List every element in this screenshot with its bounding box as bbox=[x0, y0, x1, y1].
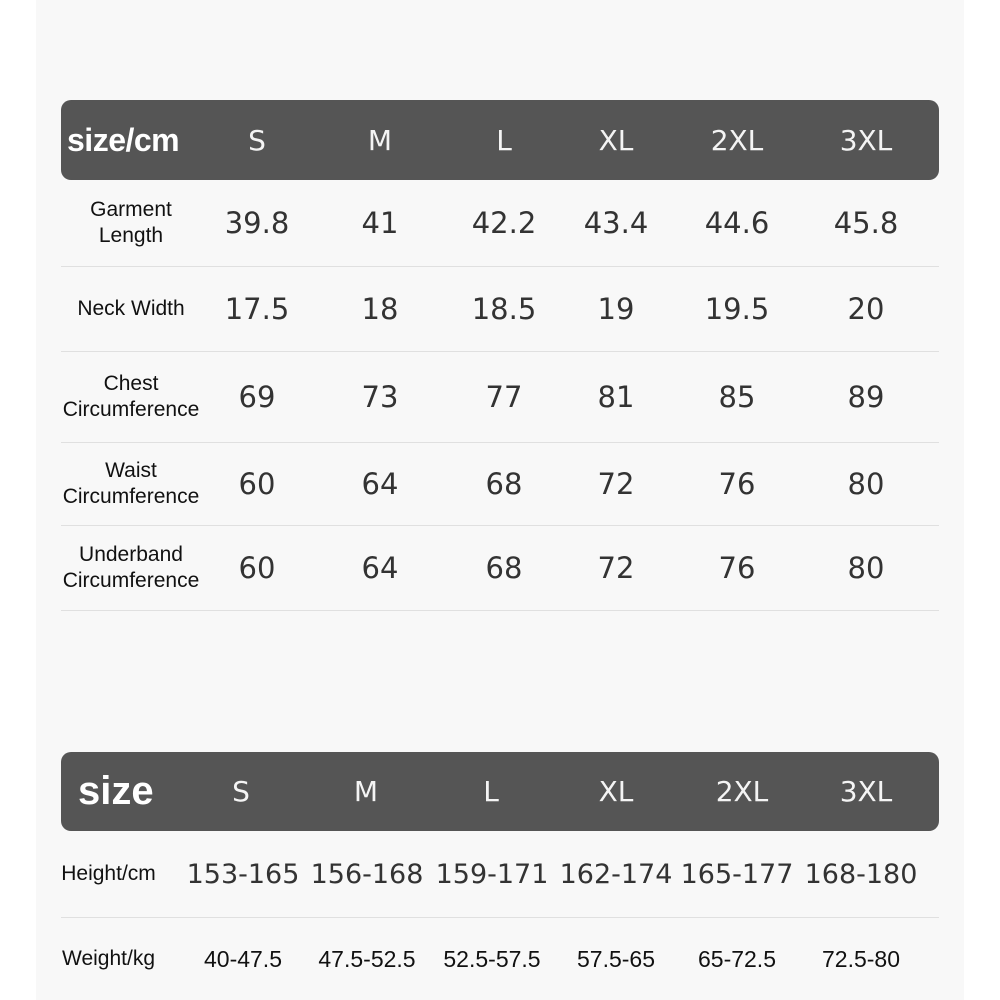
table-cell: 68 bbox=[485, 467, 523, 501]
size-3xl: 3XL bbox=[839, 775, 893, 808]
table-cell: 18.5 bbox=[471, 292, 537, 326]
table-cell: 81 bbox=[597, 380, 635, 414]
table-cell: 64 bbox=[361, 467, 399, 501]
size-2xl: 2XL bbox=[710, 123, 764, 157]
table-cell: 64 bbox=[361, 551, 399, 585]
table-cell: 44.6 bbox=[704, 206, 770, 240]
table-cell: 85 bbox=[718, 380, 756, 414]
table-cell: 60 bbox=[238, 551, 276, 585]
table-cell: 80 bbox=[847, 551, 885, 585]
table-cell: 20 bbox=[847, 292, 885, 326]
table-cell: 165-177 bbox=[680, 858, 794, 890]
table-row bbox=[61, 918, 939, 1000]
table-cell: 41 bbox=[361, 206, 399, 240]
size-3xl: 3XL bbox=[839, 123, 893, 157]
size-l: L bbox=[496, 123, 512, 157]
table-cell: 52.5-57.5 bbox=[443, 945, 541, 972]
table-cell: 168-180 bbox=[804, 858, 918, 890]
row-label: Weight/kg bbox=[62, 947, 155, 970]
header-label: size bbox=[78, 769, 154, 813]
table-cell: 45.8 bbox=[833, 206, 899, 240]
table-row bbox=[61, 443, 939, 526]
table-row bbox=[61, 180, 939, 267]
table-cell: 156-168 bbox=[310, 858, 424, 890]
size-chart-measurements bbox=[61, 100, 939, 611]
table-cell: 18 bbox=[361, 292, 399, 326]
header-label: size/cm bbox=[67, 121, 180, 158]
table-cell: 80 bbox=[847, 467, 885, 501]
table-cell: 39.8 bbox=[224, 206, 290, 240]
table-cell: 17.5 bbox=[224, 292, 290, 326]
table-cell: 47.5-52.5 bbox=[318, 945, 416, 972]
row-label: Chest Circumference bbox=[62, 372, 200, 421]
table-cell: 40-47.5 bbox=[203, 945, 282, 972]
table-cell: 76 bbox=[718, 551, 756, 585]
table-cell: 65-72.5 bbox=[697, 945, 776, 972]
table-row bbox=[61, 526, 939, 611]
table-cell: 57.5-65 bbox=[576, 945, 655, 972]
table-cell: 72.5-80 bbox=[821, 945, 900, 972]
table-cell: 89 bbox=[847, 380, 885, 414]
table-row bbox=[61, 831, 939, 918]
table-cell: 42.2 bbox=[471, 206, 537, 240]
table-cell: 69 bbox=[238, 380, 276, 414]
size-s: S bbox=[248, 123, 266, 157]
table-cell: 72 bbox=[597, 551, 635, 585]
table-cell: 19 bbox=[597, 292, 635, 326]
size-header-row bbox=[61, 100, 939, 180]
size-chart-body bbox=[61, 752, 939, 1000]
size-xl: XL bbox=[598, 123, 634, 157]
table-cell: 60 bbox=[238, 467, 276, 501]
table-cell: 72 bbox=[597, 467, 635, 501]
size-l: L bbox=[483, 775, 499, 808]
table-cell: 76 bbox=[718, 467, 756, 501]
table-row bbox=[61, 267, 939, 352]
table-row bbox=[61, 352, 939, 443]
table-cell: 73 bbox=[361, 380, 399, 414]
size-2xl: 2XL bbox=[715, 775, 769, 808]
row-label: Height/cm bbox=[61, 862, 156, 885]
table-cell: 153-165 bbox=[186, 858, 300, 890]
size-xl: XL bbox=[598, 775, 634, 808]
size-header-row bbox=[61, 752, 939, 831]
table-cell: 162-174 bbox=[559, 858, 673, 890]
row-label: Neck Width bbox=[77, 297, 185, 320]
row-label: Waist Circumference bbox=[62, 459, 200, 508]
table-cell: 159-171 bbox=[435, 858, 549, 890]
row-label: Garment Length bbox=[90, 198, 172, 247]
size-m: M bbox=[353, 775, 379, 808]
size-m: M bbox=[367, 123, 393, 157]
table-cell: 43.4 bbox=[583, 206, 649, 240]
row-label: Underband Circumference bbox=[62, 543, 200, 592]
table-cell: 77 bbox=[485, 380, 523, 414]
table-cell: 19.5 bbox=[704, 292, 770, 326]
size-s: S bbox=[232, 775, 250, 808]
table-cell: 68 bbox=[485, 551, 523, 585]
